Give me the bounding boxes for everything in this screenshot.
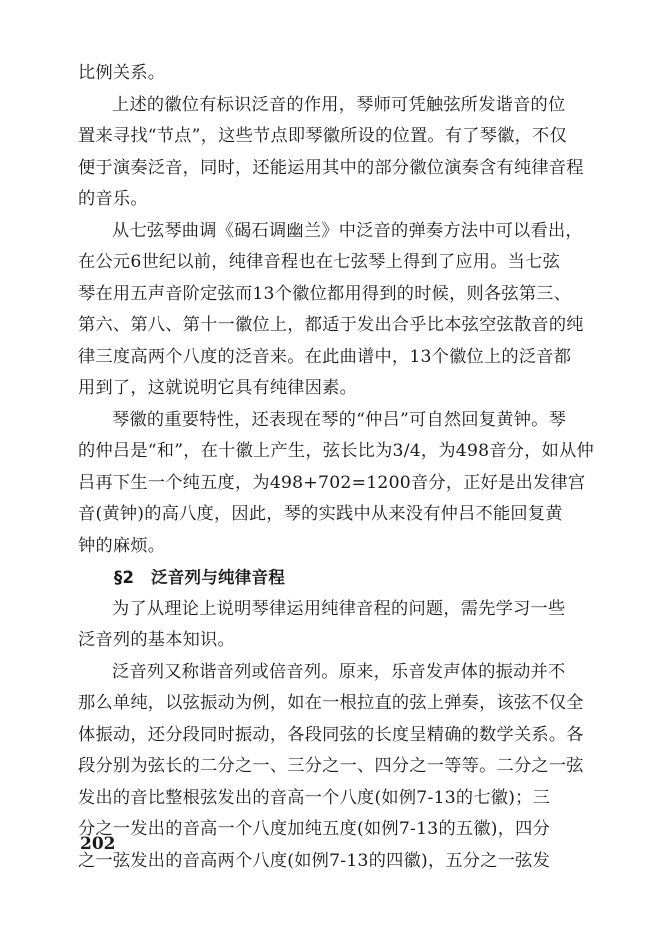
text-line: 第六、第八、第十一徽位上，都适于发出合乎比本弦空弦散音的纯	[78, 315, 584, 335]
text-line: 泛音列的基本知识。	[78, 630, 235, 650]
paragraph-start: 泛音列又称谐音列或倍音列。原来，乐音发声体的振动并不	[112, 661, 566, 682]
text-line: 便于演奏泛音，同时，还能运用其中的部分徽位演奏含有纯律音程	[78, 157, 584, 178]
page-body	[78, 58, 594, 877]
paragraph-start: 为了从理论上说明琴律运用纯律音程的问题，需先学习一些	[112, 598, 566, 619]
text-line: 的仲吕是“和”，在十徽上产生，弦长比为3/4，为498音分，如从仲	[78, 441, 594, 461]
section-heading: §2 泛音列与纯律音程	[114, 568, 285, 587]
text-line: 那么单纯，以弦振动为例，如在一根拉直的弦上弹奏，该弦不仅全	[78, 693, 584, 713]
text-line: 段分别为弦长的二分之一、三分之一、四分之一等等。二分之一弦	[78, 756, 584, 776]
text-line: 之一弦发出的音高两个八度(如例7-13的四徽)，五分之一弦发	[78, 850, 551, 871]
paragraph-start: 从七弦琴曲调《碣石调幽兰》中泛音的弹奏方法中可以看出，	[112, 220, 583, 241]
text-line: 分之一发出的音高一个八度加纯五度(如例7-13的五徽)，四分	[78, 819, 551, 839]
text-line: 在公元6世纪以前，纯律音程也在七弦琴上得到了应用。当七弦	[78, 252, 561, 272]
paragraph-start: 上述的徽位有标识泛音的作用，琴师可凭触弦所发谐音的位	[112, 94, 566, 115]
text-line: 用到了，这就说明它具有纯律因素。	[78, 378, 358, 398]
text-line: 音(黄钟)的高八度，因此，琴的实践中从来没有仲吕不能回复黄	[78, 504, 563, 524]
text-line: 钟的麻烦。	[78, 535, 166, 556]
text-line: 的音乐。	[78, 189, 148, 209]
text-line: 吕再下生一个纯五度，为498+702=1200音分，正好是出发律宫	[78, 472, 586, 493]
text-line: 琴在用五声音阶定弦而13个徽位都用得到的时候，则各弦第三、	[78, 283, 572, 304]
text-line: 比例关系。	[78, 63, 166, 83]
text-line: 律三度高两个八度的泛音来。在此曲谱中，13个徽位上的泛音都	[78, 346, 572, 367]
text-line: 发出的音比整根弦发出的音高一个八度(如例7-13的七徽)；三	[78, 787, 551, 808]
page-number: 202	[80, 834, 116, 854]
text-line: 置来寻找“节点”，这些节点即琴徽所设的位置。有了琴徽，不仅	[78, 126, 567, 146]
text-line: 体振动，还分段同时振动，各段同弦的长度呈精确的数学关系。各	[78, 724, 584, 745]
paragraph-start: 琴徽的重要特性，还表现在琴的“仲吕”可自然回复黄钟。琴	[112, 409, 567, 430]
